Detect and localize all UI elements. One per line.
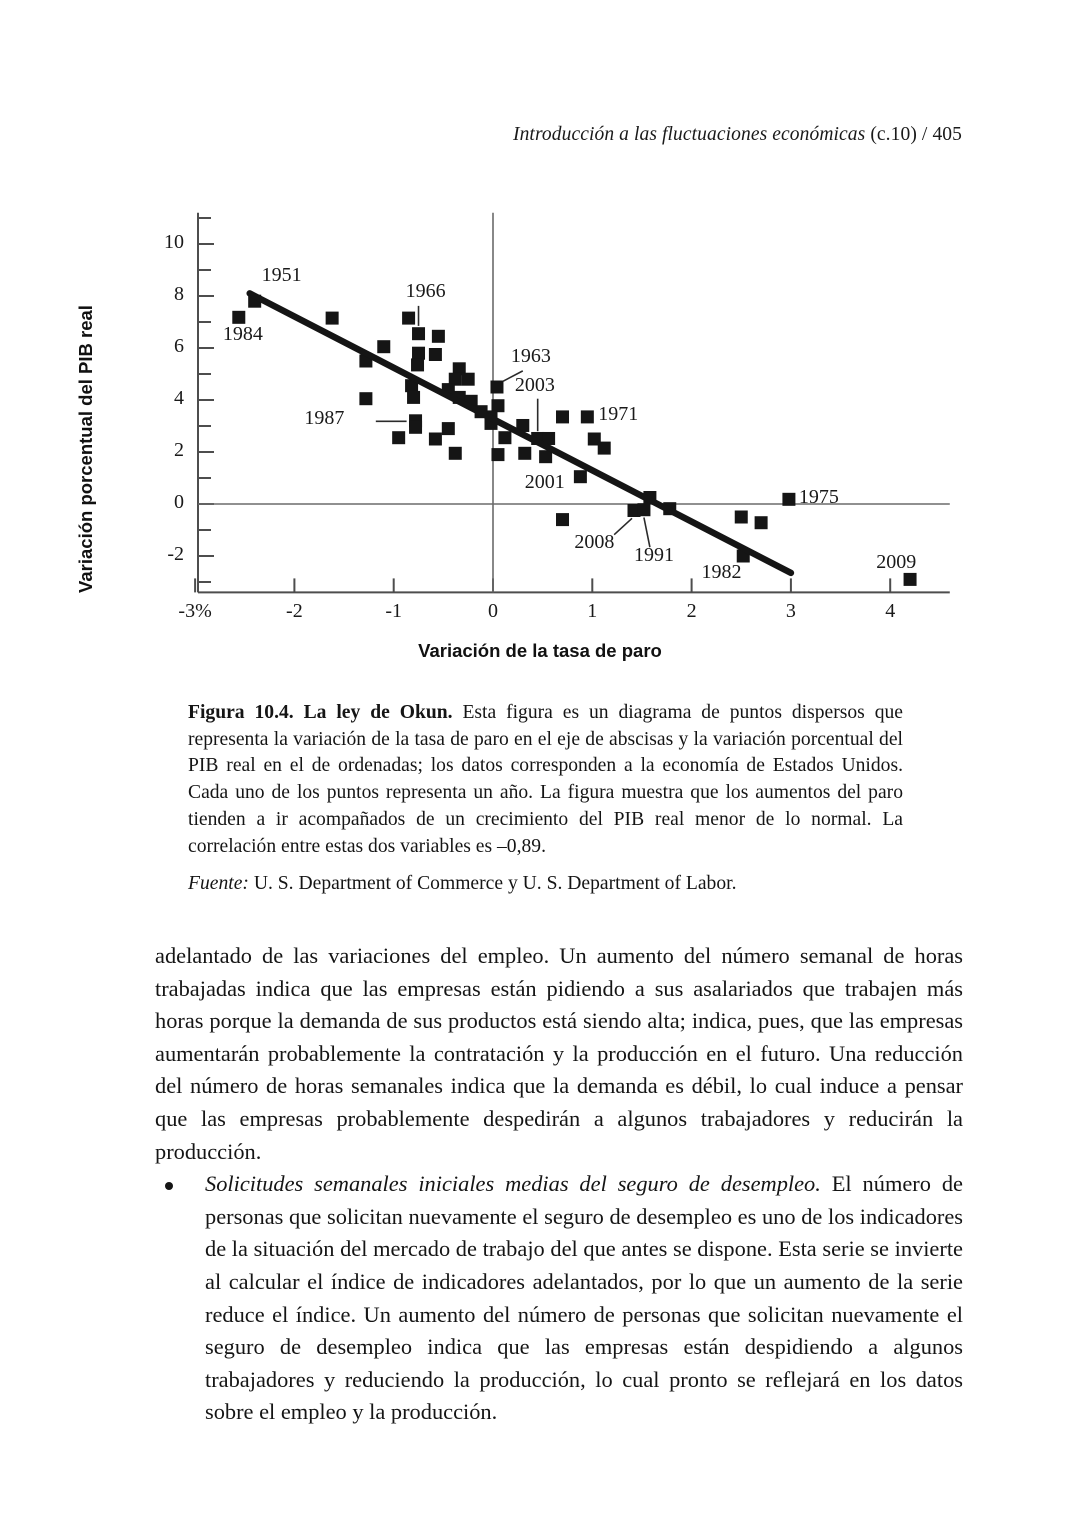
point-label-1984: 1984 — [222, 323, 263, 346]
bullet-text: El número de personas que solicitan nuevamente el seguro de desempleo es uno de los indicadores de la situación del mercado de trabajo del que antes se dispone. Esta serie se invierte al calcular el índice de indicadores adelantados, por lo que un aumento de la serie reduce el índice. Un aumento del número de personas que solicitan nuevamente el seguro de desempleo indica que las empresas están despidiendo a algunos trabajadores y reduciendo la producción, lo cual pronto se reflejará en los datos sobre el empleo y la producción. — [205, 1171, 963, 1425]
point-label-2001: 2001 — [524, 470, 565, 493]
x-tick-label: -1 — [385, 600, 403, 623]
bullet-dot-icon — [165, 1182, 173, 1190]
running-head — [513, 124, 962, 146]
caption-text: Esta figura es un diagrama de puntos dispersos que representa la variación de la tasa de paro en el eje de abscisas y la variación porcentual del PIB real en el de ordenadas; los datos corresponden a la economía de Estados Unidos. Cada uno de los puntos representa un año. La figura muestra que los aumentos del paro tienden a ir acompañados de un crecimiento del PIB real menor de lo normal. La correlación entre estas dos variables es –0,89. — [188, 702, 903, 857]
point-label-1971: 1971 — [598, 402, 639, 425]
point-label-1951: 1951 — [261, 263, 302, 286]
point-label-1966: 1966 — [405, 280, 446, 303]
x-tick-label: 4 — [885, 600, 896, 623]
running-head-separator: / — [921, 124, 928, 145]
y-axis-title: Variación porcentual del PIB real — [75, 305, 96, 593]
figure-source — [188, 871, 903, 898]
scatter-plot — [0, 170, 1080, 680]
figure-caption — [188, 700, 903, 898]
point-label-1987: 1987 — [304, 407, 345, 430]
point-label-1991: 1991 — [634, 543, 674, 566]
x-tick-label: 3 — [785, 600, 796, 623]
paragraph-1: adelantado de las variaciones del empleo. Un aumento del número semanal de horas trabajadas indica que las empresas están pidiendo a sus asalariados que trabajen más horas porque la demanda de sus productos está siendo alta; indica, pues, que las empresas aumentarán probablemente la contratación y la producción en el futuro. Una reducción del número de horas semanales indica que la demanda es débil, lo cual induce a pensar que las empresas probablemente despedirán a algunos trabajadores y reducirán la producción. — [155, 943, 963, 1164]
x-tick-label: -3% — [178, 600, 212, 623]
point-label-2009: 2009 — [876, 550, 917, 573]
caption-lead: Figura 10.4. La ley de Okun. — [188, 702, 453, 723]
y-tick-label: 0 — [174, 491, 184, 513]
y-tick-label: 6 — [174, 335, 184, 357]
point-label-2003: 2003 — [514, 374, 555, 396]
source-label: Fuente: — [188, 873, 249, 895]
x-axis-title: Variación de la tasa de paro — [418, 640, 662, 661]
point-label-2008: 2008 — [574, 531, 615, 554]
y-tick-label: 8 — [174, 283, 184, 305]
x-tick-label: -2 — [286, 600, 303, 623]
bullet-item-unemployment-claims — [155, 1168, 963, 1429]
point-label-1963: 1963 — [510, 345, 551, 368]
source-text: U. S. Department of Commerce y U. S. Department of Labor. — [248, 873, 737, 895]
bullet-lead: Solicitudes semanales iniciales medias del seguro de desempleo. — [205, 1171, 821, 1197]
x-tick-label: 0 — [488, 600, 498, 623]
running-head-chapter: (c.10) — [870, 124, 917, 145]
point-label-1975: 1975 — [798, 486, 839, 509]
x-tick-label: 1 — [587, 600, 598, 623]
y-tick-label: -2 — [167, 543, 184, 565]
running-head-title: Introducción a las fluctuaciones económicas — [512, 124, 866, 145]
y-tick-label: 4 — [174, 387, 184, 409]
point-label-1982: 1982 — [701, 561, 742, 584]
running-head-page-number: 405 — [932, 124, 962, 145]
x-tick-label: 2 — [686, 600, 697, 623]
figure-okun-law — [0, 170, 1080, 680]
body-text — [155, 940, 963, 1429]
y-tick-label: 10 — [164, 231, 184, 253]
y-tick-label: 2 — [174, 439, 184, 461]
